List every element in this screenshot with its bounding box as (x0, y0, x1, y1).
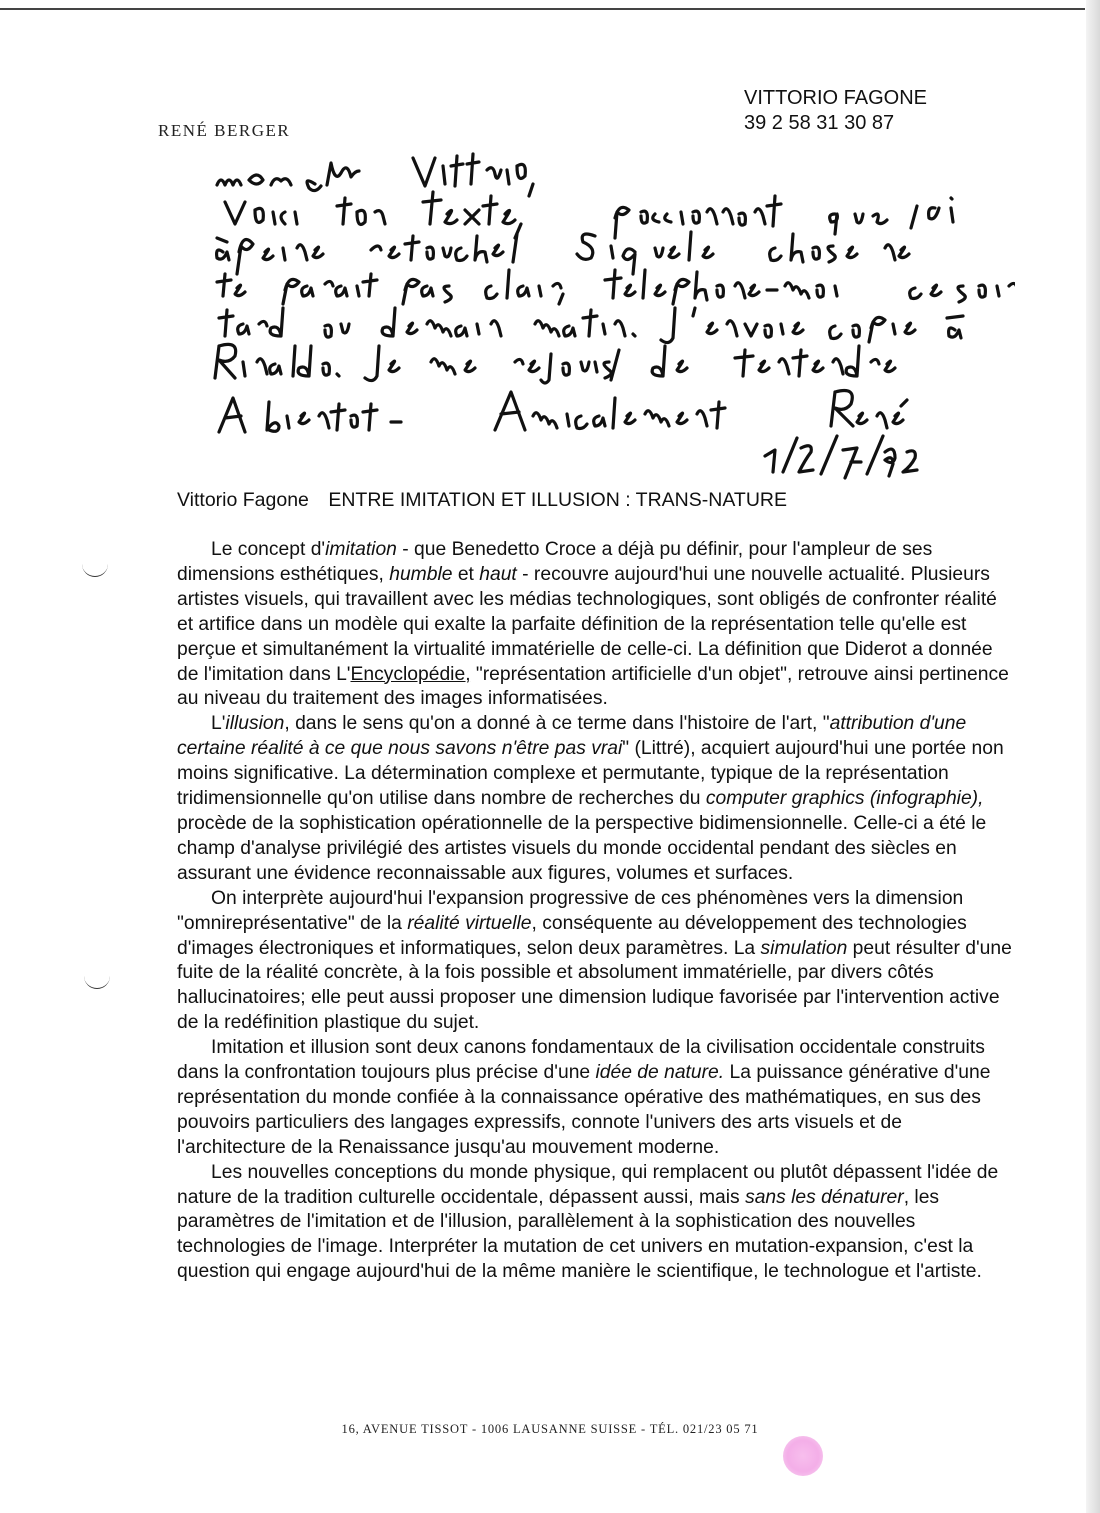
paragraph-text: "représentation artificielle d'un objet", retrouve ainsi pertinence au niveau du traitement des images informatisées. (177, 663, 1009, 710)
article-paragraph (177, 1161, 1013, 1286)
emphasized-text: computer graphics (infographie), (705, 788, 984, 810)
paragraph-text: , les paramètres de l'imitation et de l'illusion, parallèlement à la sophistication des nouvelles technologies de l'image. Interpréter la mutation de cet univers en mutation-expansion, c'est la question qui engage aujourd'hui de la même manière le scientifique, le technologue et l'artiste. (177, 1186, 982, 1283)
paragraph-text: On interprète aujourd'hui l'expansion progressive de ces phénomènes vers la dimension "omnireprésentative" de la (177, 887, 964, 934)
emphasized-text: haut (479, 563, 517, 585)
article-paragraph (177, 538, 1013, 712)
recipient-phone: 39 2 58 31 30 87 (744, 112, 895, 134)
letterhead-sender-name: RENÉ BERGER (158, 121, 291, 140)
paragraph-text: - recouvre aujourd'hui une nouvelle actualité. Plusieurs artistes visuels, qui travaillent avec les médias technologiques, sont obligés de confronter réalité et artifice dans un modèle qui exalte la parfaite définition de la représentation telle qu'elle est perçue et simultanément la virtualité immatérielle de celle-ci. La définition que Diderot a donnée de l'imitation dans L' (177, 563, 997, 685)
paragraph-text: " (Littré), acquiert aujourd'hui une portée non moins significative. La détermination complexe et permutante, typique de la représentation tridimensionnelle qu'on utilise dans nombre de recherches du (177, 738, 1004, 810)
paragraph-text: Imitation et illusion sont deux canons fondamentaux de la civilisation occidentale construits dans la confrontation toujours plus précise d'une (177, 1037, 985, 1084)
emphasized-text: sans les dénaturer (745, 1186, 904, 1208)
article-title: ENTRE IMITATION ET ILLUSION : TRANS-NATURE (328, 489, 787, 511)
paragraph-text: , dans le sens qu'on a donné à ce terme dans l'histoire de l'art, " (284, 713, 830, 735)
emphasized-text: humble (389, 563, 453, 585)
pink-stamp-mark (783, 1436, 823, 1476)
emphasized-text: idée de nature. (595, 1062, 725, 1084)
paragraph-text: peut résulter d'une fuite de la réalité concrète, à la fois possible et absolument immatérielle, par divers côtés hallucinatoires; elle peut aussi proposer une dimension ludique favorisée par l'intervention active de la redéfinition plastique du sujet. (177, 937, 1012, 1034)
recipient-block (744, 86, 927, 136)
page-edge-shadow (1086, 0, 1100, 1513)
article-author: Vittorio Fagone (177, 489, 309, 511)
article-paragraph (177, 712, 1013, 886)
article-paragraph (177, 1036, 1013, 1161)
letterhead-footer-address: 16, AVENUE TISSOT - 1006 LAUSANNE SUISSE - TÉL. 021/23 05 71 (341, 1422, 759, 1436)
paragraph-text: procède de la sophistication opérationnelle de la perspective bidimensionnelle. Celle-ci a été le champ d'analyse privilégié des artistes visuels du monde occidental pendant des siècles en assurant une évidence reconnaissable aux figures, volumes et surfaces. (177, 812, 987, 884)
punch-hole-mark (84, 974, 110, 989)
article-body (177, 538, 1013, 1285)
paragraph-text: Le concept d' (211, 539, 326, 560)
emphasized-text: imitation (325, 539, 397, 560)
punch-hole-mark (82, 562, 108, 577)
paragraph-text: Les nouvelles conceptions du monde physique, qui remplacent ou plutôt dépassent l'idée de nature de la tradition culturelle occidentale, dépassent aussi, mais (177, 1161, 999, 1208)
recipient-name: VITTORIO FAGONE (744, 87, 927, 109)
paragraph-text: L' (211, 713, 226, 735)
handwritten-note (195, 140, 1015, 480)
paragraph-text: , conséquente au développement des technologies d'images électroniques et informatiques, selon deux paramètres. La (177, 912, 967, 959)
handwritten-note-drawing (195, 140, 1015, 480)
underlined-text: Encyclopédie, (350, 663, 471, 685)
paragraph-text: et (452, 563, 480, 585)
emphasized-text: réalité virtuelle (407, 912, 532, 934)
emphasized-text: illusion (225, 713, 285, 735)
paragraph-text: - que Benedetto Croce a déjà pu définir, pour l'ampleur de ses dimensions esthétiques, (177, 539, 933, 585)
article-paragraph (177, 887, 1013, 1036)
article-header (177, 489, 787, 512)
paragraph-text: La puissance générative d'une représentation du monde confiée à la connaissance opérative des mathématiques, en sus des pouvoirs particuliers des langages expressifs, connote l'univers des arts visuels et de l'architecture de la Renaissance jusqu'au mouvement moderne. (177, 1062, 991, 1158)
top-edge-rule (0, 8, 1085, 10)
emphasized-text: attribution d'une certaine réalité à ce que nous savons n'être pas vrai (177, 713, 967, 760)
emphasized-text: simulation (760, 937, 848, 959)
